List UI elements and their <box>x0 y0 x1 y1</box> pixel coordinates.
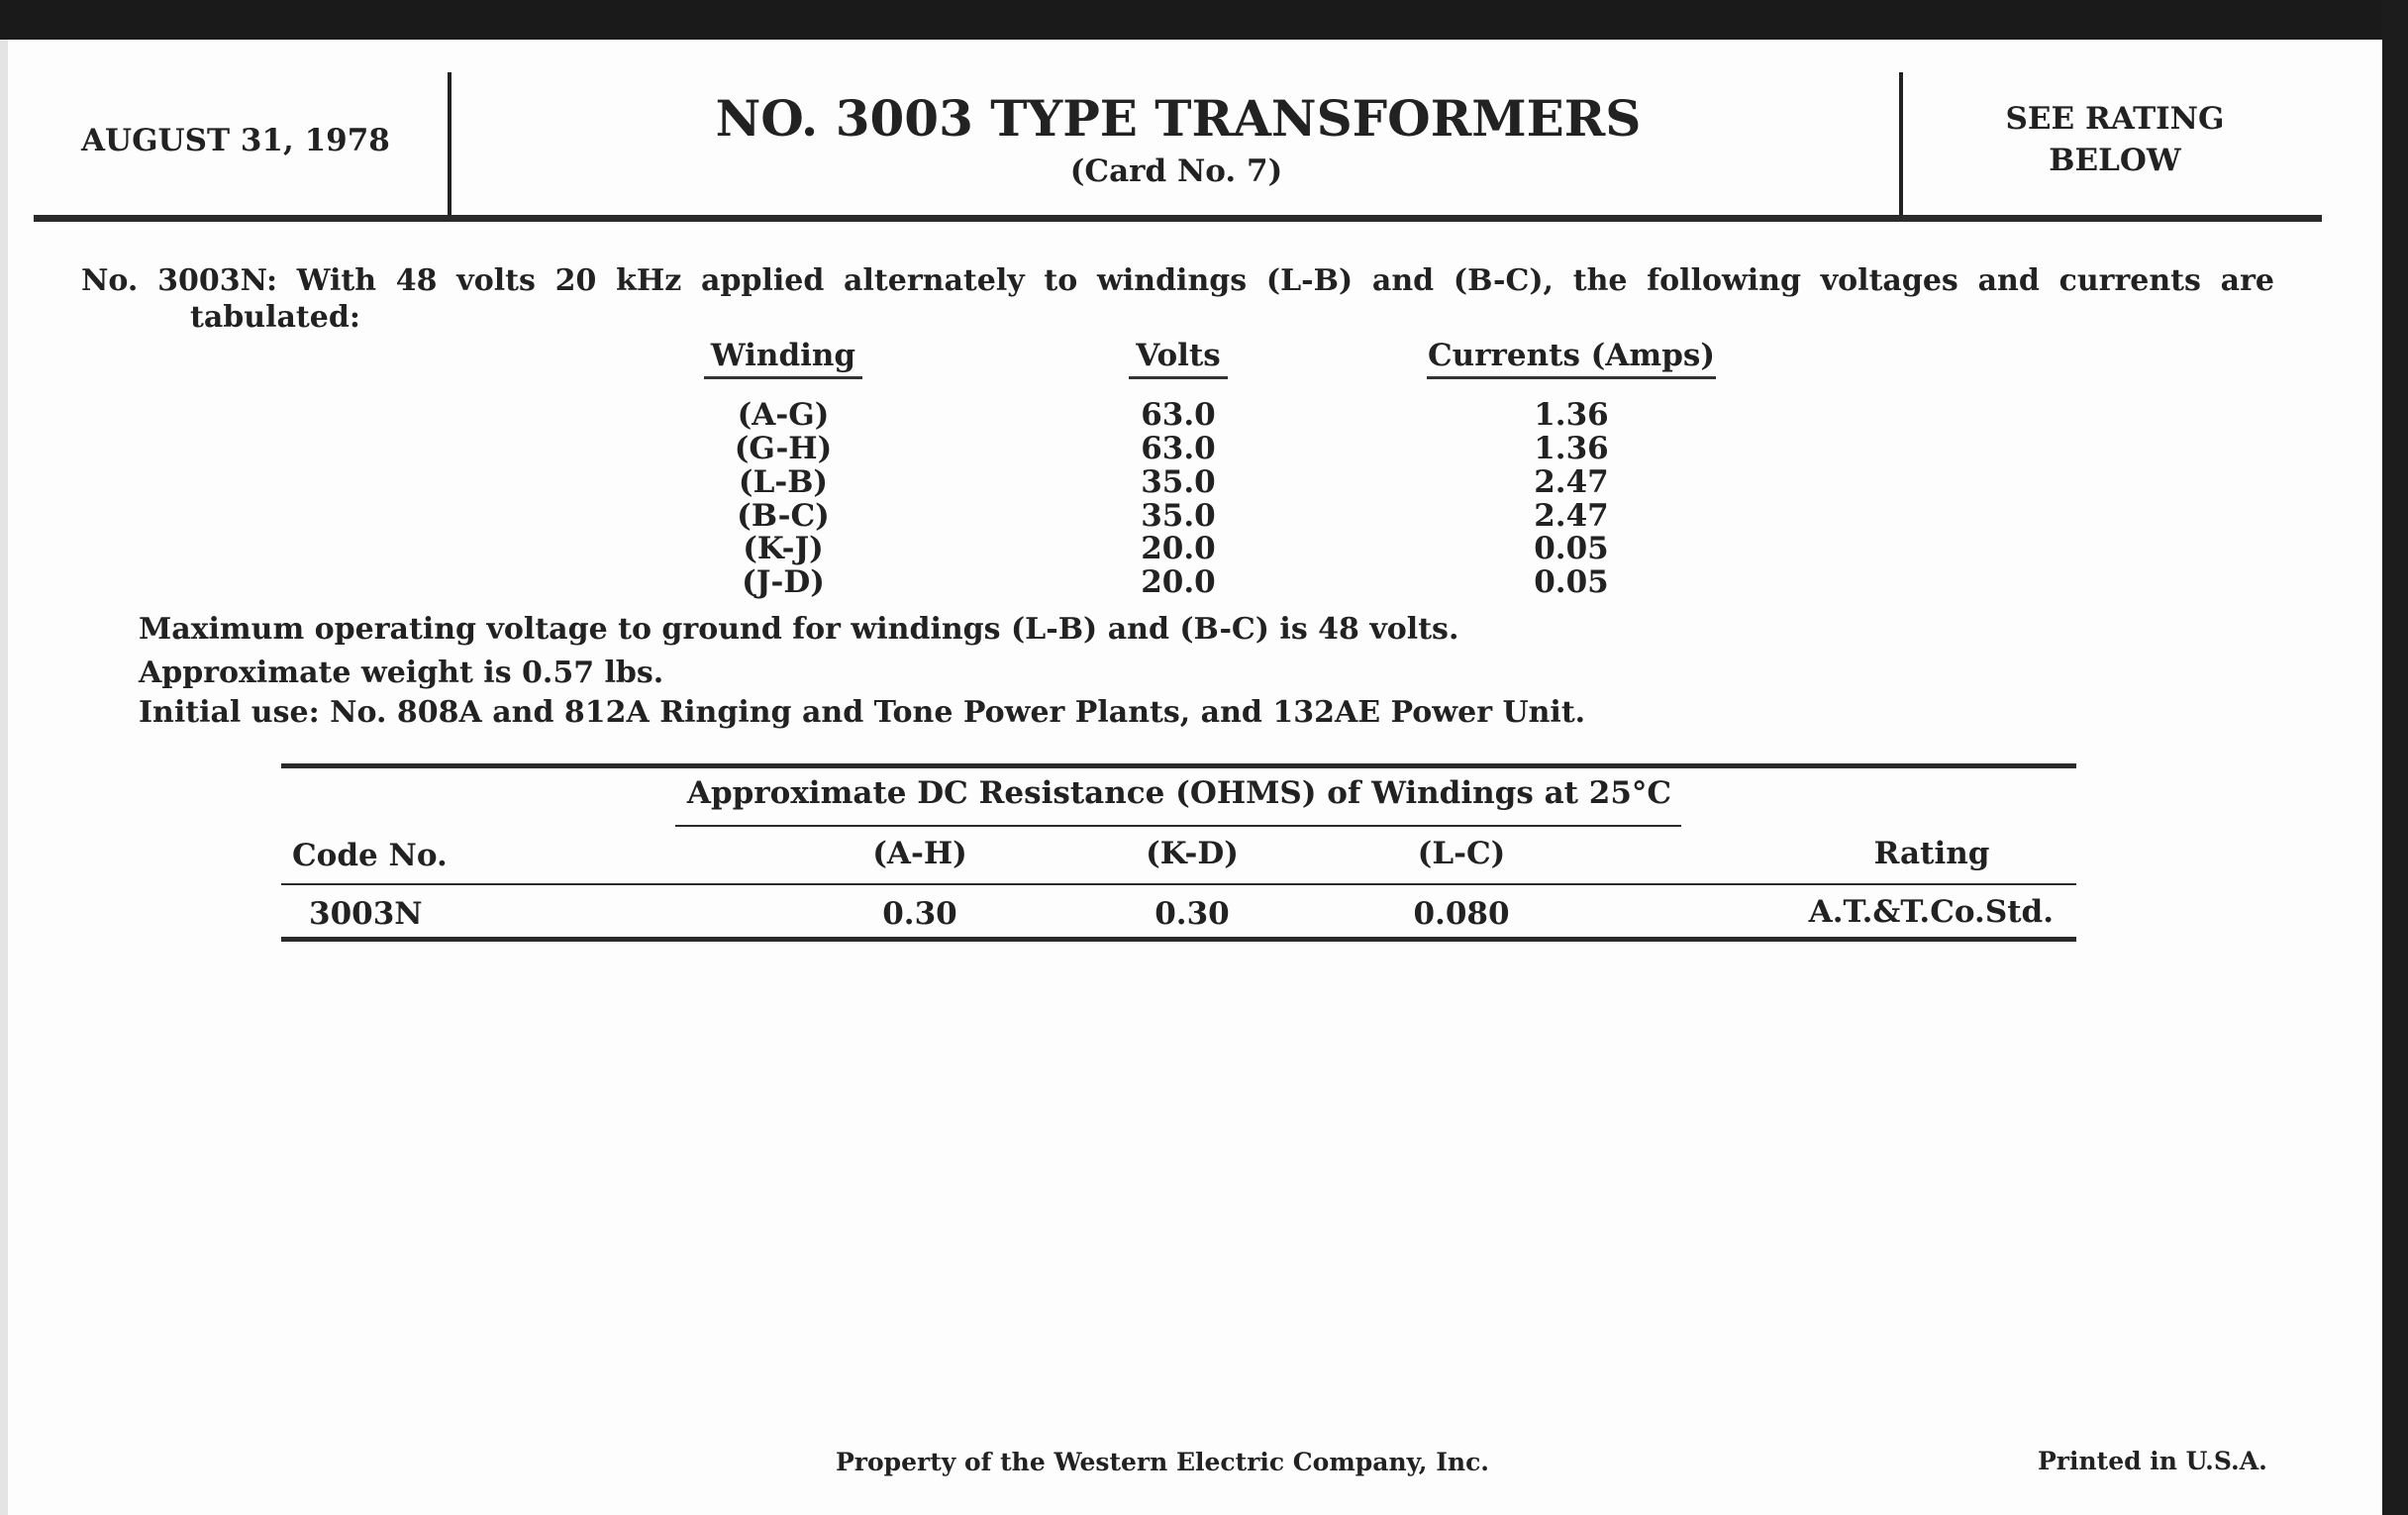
col-header-volts: Volts <box>1129 339 1228 379</box>
a-h-cell: 0.30 <box>882 896 957 932</box>
intro-line-1: No. 3003N: With 48 volts 20 kHz applied alternately to windings (L-B) and (B-C), the following voltages and currents are <box>81 263 2274 298</box>
rating-note-line1: SEE RATING <box>2005 101 2225 137</box>
k-d-cell: 0.30 <box>1154 896 1230 932</box>
note-weight: Approximate weight is 0.57 lbs. <box>139 656 664 690</box>
current-cell: 2.47 <box>1534 498 1609 534</box>
current-cell: 2.47 <box>1534 464 1609 500</box>
scan-right-border <box>2382 0 2408 1515</box>
col-header-winding: Winding <box>704 339 862 379</box>
rating-note-line2: BELOW <box>2049 143 2181 178</box>
col-header-code-no: Code No. <box>292 838 448 873</box>
volts-cell: 35.0 <box>1141 464 1216 500</box>
winding-cell: (A-G) <box>737 397 830 433</box>
resistance-table-top-rule <box>281 763 2076 768</box>
card-title: NO. 3003 TYPE TRANSFORMERS <box>715 89 1642 148</box>
winding-cell: (K-J) <box>743 531 824 566</box>
volts-cell: 63.0 <box>1141 431 1216 466</box>
current-cell: 0.05 <box>1534 531 1609 566</box>
volts-cell: 20.0 <box>1141 564 1216 600</box>
current-cell: 0.05 <box>1534 564 1609 600</box>
note-max-voltage: Maximum operating voltage to ground for windings (L-B) and (B-C) is 48 volts. <box>139 612 1459 647</box>
card-subtitle: (Card No. 7) <box>1069 153 1283 189</box>
rating-cell: A.T.&T.Co.Std. <box>1808 894 2054 930</box>
resistance-group-heading: Approximate DC Resistance (OHMS) of Windings at 25°C <box>686 775 1672 811</box>
header-divider-right <box>1899 72 1903 217</box>
col-header-a-h: (A-H) <box>872 836 967 871</box>
col-header-currents: Currents (Amps) <box>1427 339 1716 379</box>
scan-left-edge <box>0 40 8 1515</box>
intro-line-2: tabulated: <box>190 300 360 335</box>
current-cell: 1.36 <box>1534 397 1609 433</box>
l-c-cell: 0.080 <box>1413 896 1510 932</box>
resistance-header-rule <box>281 883 2076 885</box>
winding-cell: (G-H) <box>734 431 833 466</box>
volts-cell: 20.0 <box>1141 531 1216 566</box>
winding-cell: (B-C) <box>737 498 830 534</box>
header-divider-left <box>448 72 452 217</box>
winding-cell: (L-B) <box>738 464 829 500</box>
col-header-rating: Rating <box>1873 836 1990 871</box>
current-cell: 1.36 <box>1534 431 1609 466</box>
code-no-cell: 3003N <box>309 896 423 932</box>
footer-property: Property of the Western Electric Company, Inc. <box>835 1448 1490 1476</box>
header-rule <box>34 215 2322 222</box>
volts-cell: 35.0 <box>1141 498 1216 534</box>
col-header-l-c: (L-C) <box>1417 836 1506 871</box>
resistance-group-underline <box>675 825 1681 827</box>
card-date: AUGUST 31, 1978 <box>81 123 390 158</box>
volts-cell: 63.0 <box>1141 397 1216 433</box>
note-initial-use: Initial use: No. 808A and 812A Ringing and Tone Power Plants, and 132AE Power Unit. <box>139 695 1586 730</box>
scan-top-border <box>0 0 2408 40</box>
footer-printed: Printed in U.S.A. <box>2038 1447 2267 1475</box>
resistance-table-bottom-rule <box>281 937 2076 942</box>
col-header-k-d: (K-D) <box>1146 836 1239 871</box>
winding-cell: (J-D) <box>742 564 825 600</box>
